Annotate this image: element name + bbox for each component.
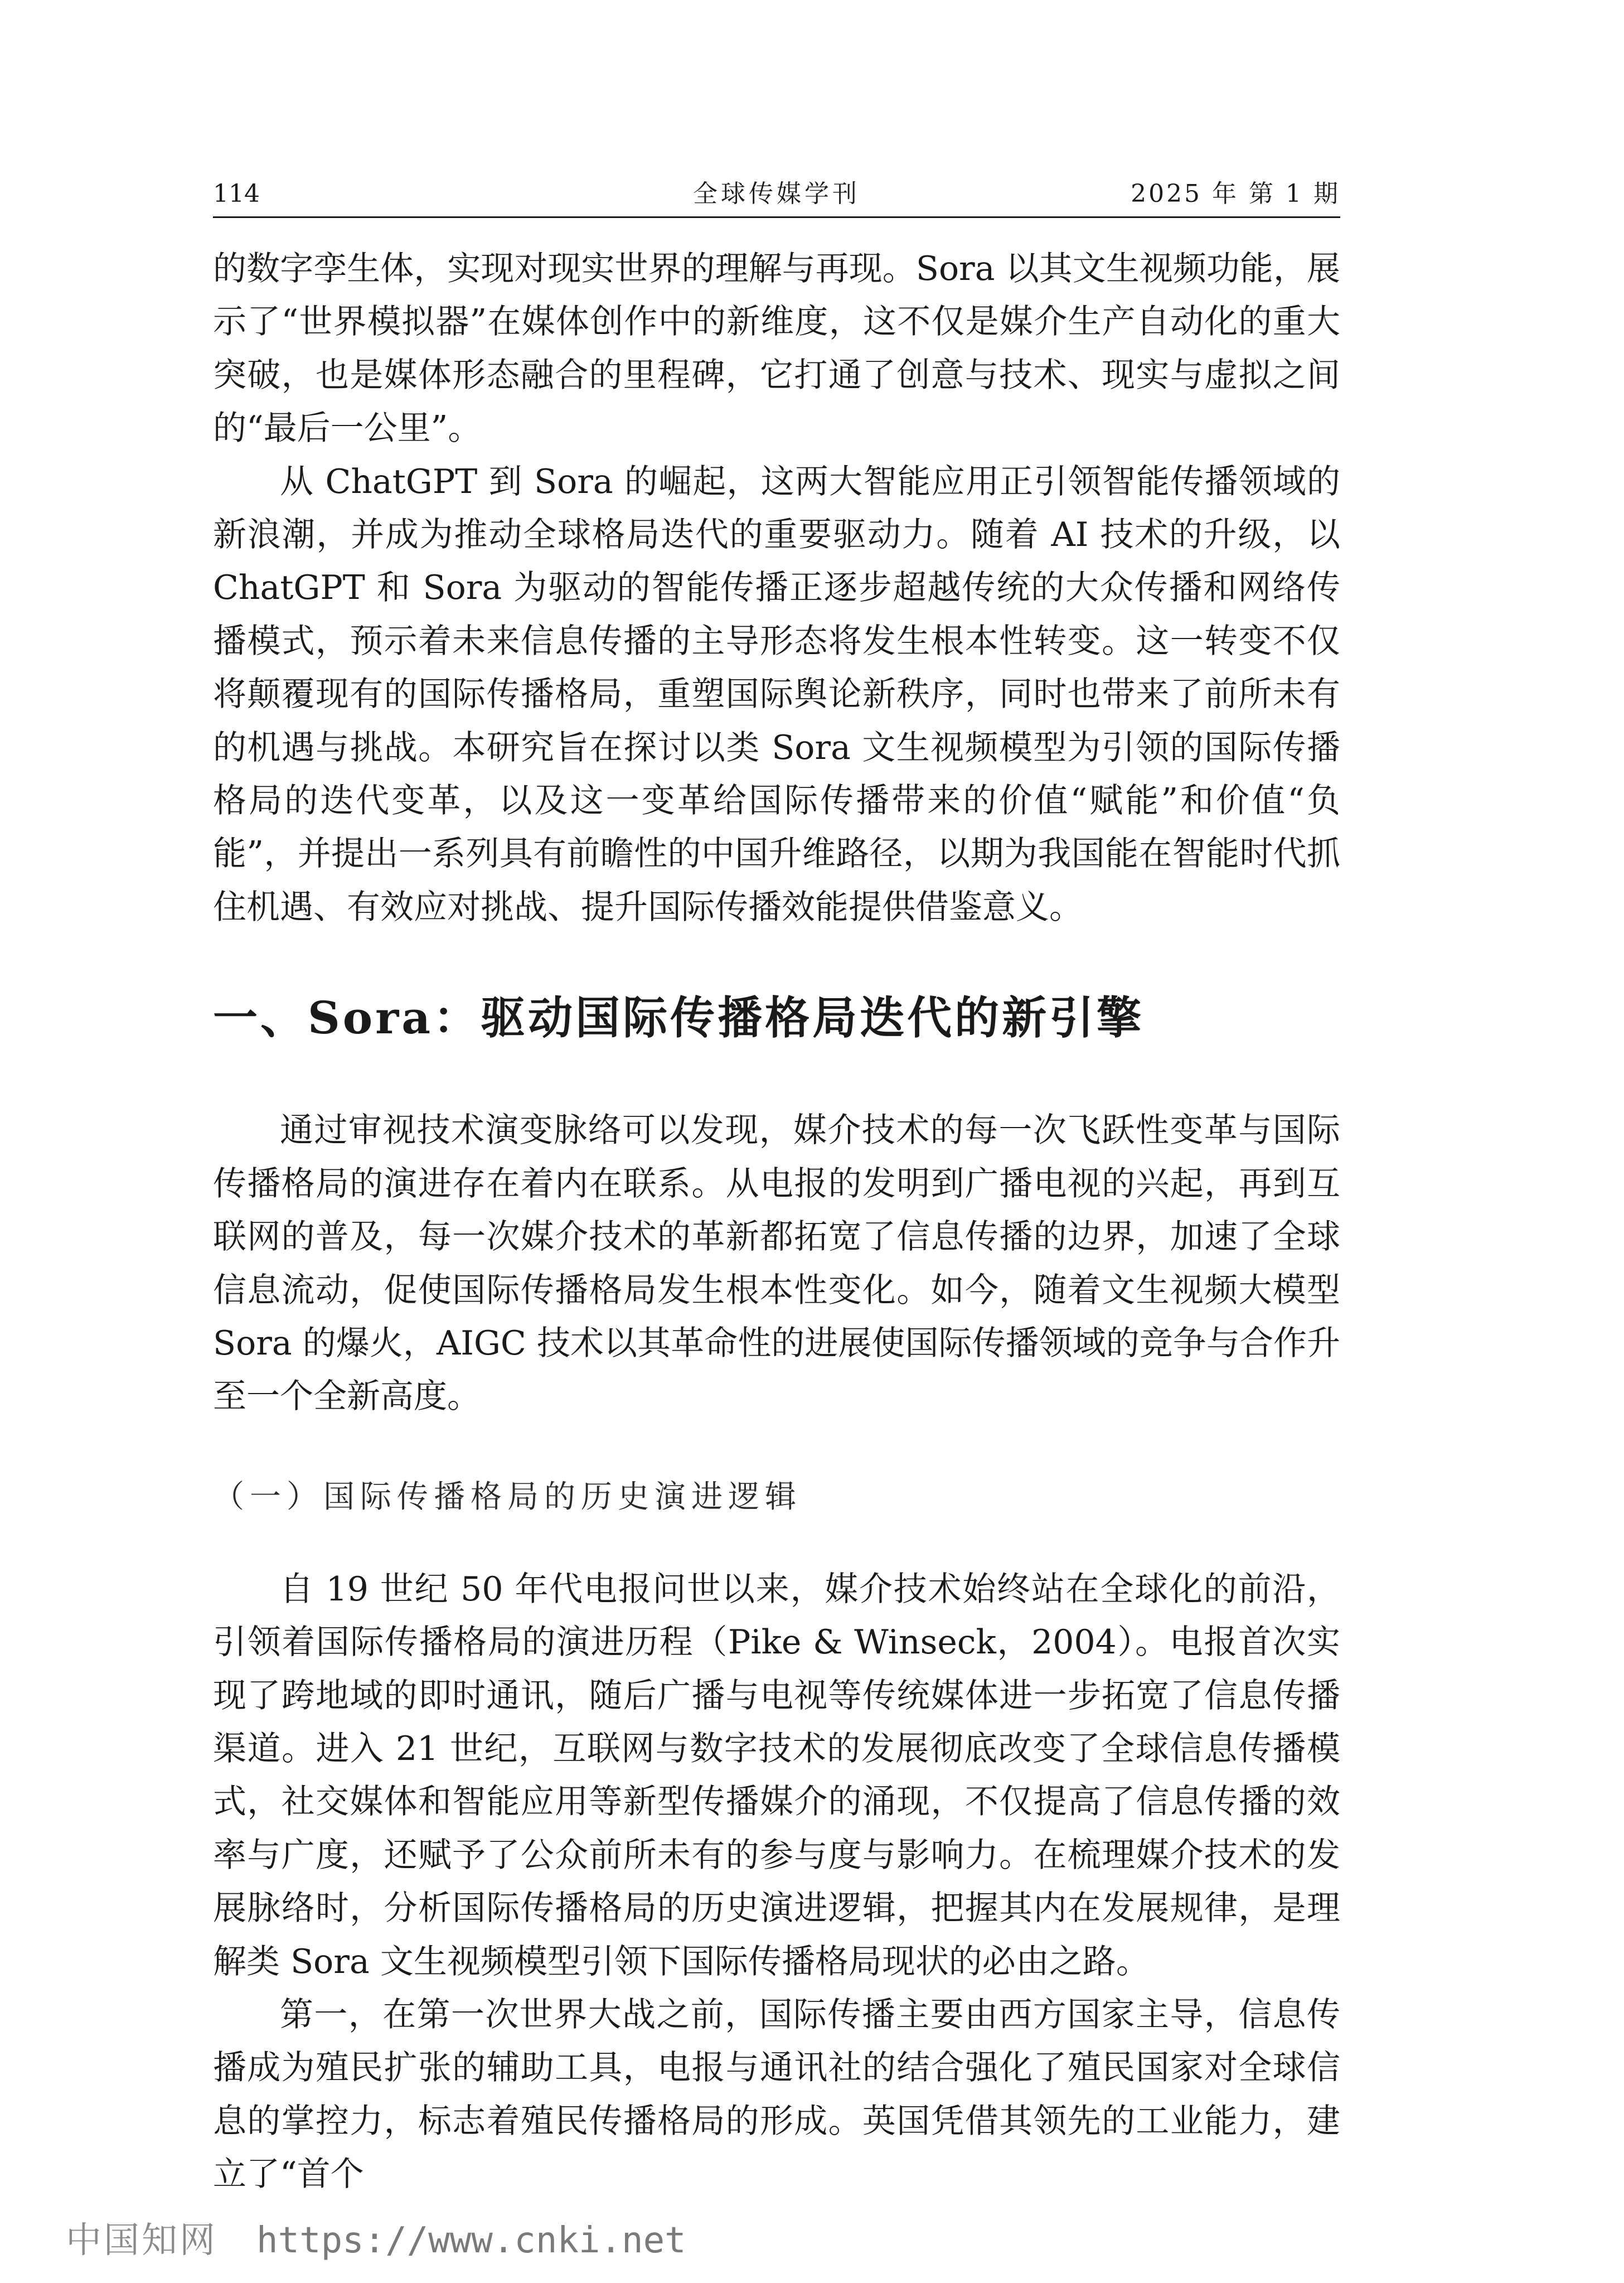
running-header: [213, 177, 1340, 218]
article-body: [213, 243, 1340, 2202]
watermark-brand: 中国知网: [66, 2220, 217, 2261]
watermark-url: https://www.cnki.net: [256, 2220, 686, 2261]
section-paragraph: 通过审视技术演变脉络可以发现，媒介技术的每一次飞跃性变革与国际传播格局的演进存在着内在联系。从电报的发明到广播电视的兴起，再到互联网的普及，每一次媒介技术的革新都拓宽了信息传播的边界，加速了全球信息流动，促使国际传播格局发生根本性变化。如今，随着文生视频大模型 Sora 的爆火，AIGC 技术以其革命性的进展使国际传播领域的竞争与合作升至一个全新高度。: [213, 1111, 1340, 1416]
intro-paragraph-continued: 的数字孪生体，实现对现实世界的理解与再现。Sora 以其文生视频功能，展示了“世界模拟器”在媒体创作中的新维度，这不仅是媒介生产自动化的重大突破，也是媒体形态融合的里程碑，它打通了创意与技术、现实与虚拟之间的“最后一公里”。: [213, 249, 1340, 448]
journal-title: 全球传媒学刊: [693, 180, 860, 208]
section-heading: 一、Sora：驱动国际传播格局迭代的新引擎: [213, 991, 1145, 1044]
intro-paragraph: 从 ChatGPT 到 Sora 的崛起，这两大智能应用正引领智能传播领域的新浪潮，并成为推动全球格局迭代的重要驱动力。随着 AI 技术的升级，以 ChatGPT 和 Sora 为驱动的智能传播正逐步超越传统的大众传播和网络传播模式，预示着未来信息传播的主导形态将发生根本性转变。这一转变不仅将颠覆现有的国际传播格局，重塑国际舆论新秩序，同时也带来了前所未有的机遇与挑战。本研究旨在探讨以类 Sora 文生视频模型为引领的国际传播格局的迭代变革，以及这一变革给国际传播带来的价值“赋能”和价值“负能”，并提出一系列具有前瞻性的中国升维路径，以期为我国能在智能时代抓住机遇、有效应对挑战、提升国际传播效能提供借鉴意义。: [213, 462, 1340, 927]
issue-label: 2025 年 第 1 期: [1131, 180, 1340, 208]
subsection-heading: （一）国际传播格局的历史演进逻辑: [213, 1478, 802, 1515]
subsection-paragraph: 自 19 世纪 50 年代电报问世以来，媒介技术始终站在全球化的前沿，引领着国际传播格局的演进历程（Pike & Winseck，2004）。电报首次实现了跨地域的即时通讯，随后广播与电视等传统媒体进一步拓宽了信息传播渠道。进入 21 世纪，互联网与数字技术的发展彻底改变了全球信息传播模式，社交媒体和智能应用等新型传播媒介的涌现，不仅提高了信息传播的效率与广度，还赋予了公众前所未有的参与度与影响力。在梳理媒介技术的发展脉络时，分析国际传播格局的历史演进逻辑，把握其内在发展规律，是理解类 Sora 文生视频模型引领下国际传播格局现状的必由之路。: [213, 1569, 1340, 1981]
cnki-watermark: [66, 2218, 686, 2263]
page-number: 114: [213, 180, 260, 208]
subsection-paragraph: 第一，在第一次世界大战之前，国际传播主要由西方国家主导，信息传播成为殖民扩张的辅助工具，电报与通讯社的结合强化了殖民国家对全球信息的掌控力，标志着殖民传播格局的形成。英国凭借其领先的工业能力，建立了“首个: [213, 1995, 1340, 2194]
